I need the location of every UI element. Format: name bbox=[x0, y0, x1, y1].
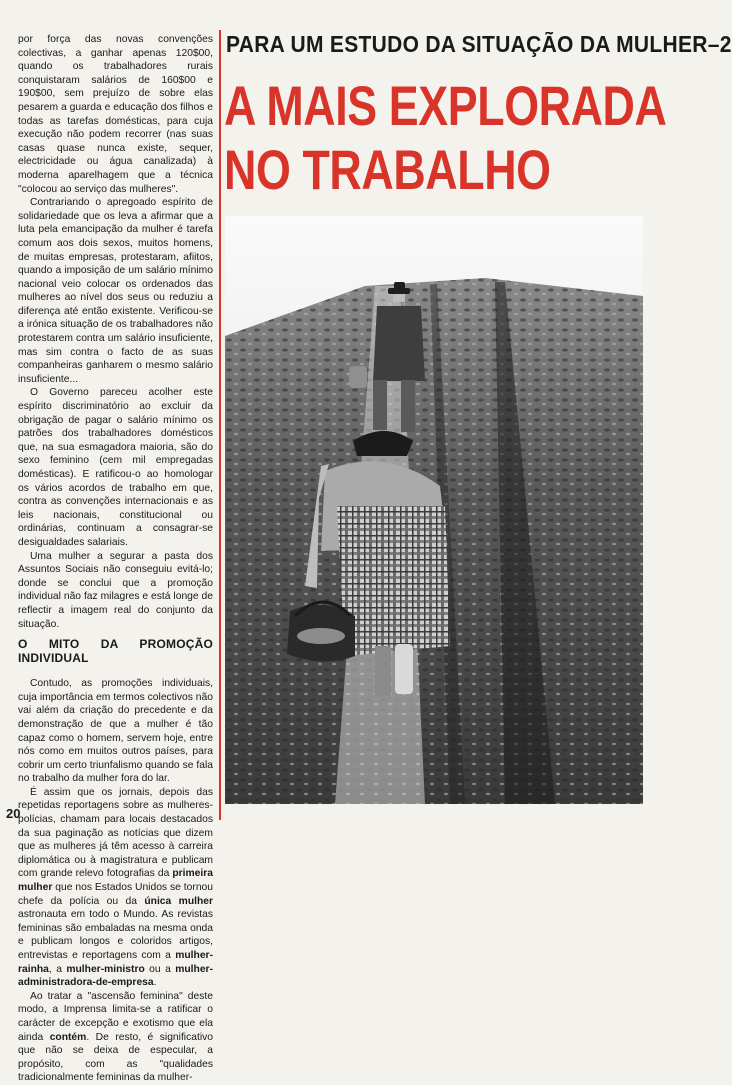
field-work-photo bbox=[225, 216, 643, 804]
headline-line-2: NO TRABALHO bbox=[224, 138, 551, 201]
text-run: que nos Estados Unidos se tornou chefe da polícia ou da bbox=[18, 882, 213, 907]
photo-illustration bbox=[225, 216, 643, 804]
text-run: , a bbox=[48, 963, 67, 975]
article-column bbox=[18, 33, 213, 1085]
paragraph bbox=[18, 786, 213, 990]
bold-phrase: única mulher bbox=[144, 895, 213, 907]
paragraph: Contudo, as promoções individuais, cuja importância em termos colectivos não vai além da criação do precedente e da demonstração de que a mulher é tão capaz como o homem, servem hoje, entre nós como em muitos outros países, para cobrir um certo triunfalismo quando se fala no trabalho da mulher fora do lar. bbox=[18, 678, 213, 785]
bold-phrase: primeira mulher bbox=[18, 868, 213, 894]
red-divider-rule bbox=[219, 30, 221, 820]
headline bbox=[224, 74, 667, 202]
page-number: 20 bbox=[6, 806, 21, 821]
text-run: Ao tratar a "ascensão feminina" deste modo, a Imprensa limita-se a ratificar o carácter de excepção e exotismo que ela ainda bbox=[18, 990, 213, 1043]
paragraph bbox=[18, 990, 213, 1085]
text-run: . De resto, é significativo que não se deixa de especular, a propósito, com as "qualidades tradicionalmente femininas da mulher- bbox=[18, 1031, 213, 1084]
bold-phrase: mulher-administradora-de-empresa bbox=[18, 963, 213, 989]
paragraph: O Governo pareceu acolher este espírito discriminatório ao excluir da obrigação de pagar o salário mínimo os patrões dos trabalhadores domésticos que, na sua esmagadora maioria, são do sexo feminino (cem mil empregadas domésticas). E ratificou-o ao homologar os vários acordos de trabalho em que, contra as convenções internacionais e as leis nacionais, constitucional ou ordinárias, continuam a consagrar-se desigualdades salariais. bbox=[18, 387, 213, 548]
text-run: . bbox=[153, 977, 157, 989]
kicker-title: PARA UM ESTUDO DA SITUAÇÃO DA MULHER–2 bbox=[226, 32, 732, 58]
text-run: ou a bbox=[144, 963, 176, 975]
section-subhead: O MITO DA PROMOÇÃO INDIVIDUAL bbox=[18, 637, 213, 666]
text-run: É assim que os jornais, depois das repetidas reportagens sobre as mulheres-polícias, chamam para locais destacados da sua paginação as notícias que dizem que as mulheres já têm acesso à carreira diplomática ou à magistratura e publicam com grande relevo fotografias da bbox=[18, 786, 213, 880]
paragraph: Contrariando o apregoado espírito de solidariedade que os leva a afirmar que a luta pela emancipação da mulher é tarefa comum aos dois sexos, muitos homens, de muitas empresas, protestaram, afiitos, quando a imposição de um salário mínimo nacional veio colocar os ordenados das mulheres ao nível dos seus ou reduziu a diferença até então existente. Verificou-se a irónica situação de os trabalhadores não protestarem contra um salário insuficiente, mas sim contra o facto de as suas companheiras ganharem o mesmo salário insuficiente... bbox=[18, 197, 213, 385]
bold-phrase: contém bbox=[49, 1031, 87, 1043]
paragraph: Uma mulher a segurar a pasta dos Assuntos Sociais não conseguiu evitá-lo; donde se conclui que a promoção individual não faz milagres e está longe de reflectir a imagem real do conjunto da situação. bbox=[18, 550, 213, 630]
headline-line-1: A MAIS EXPLORADA bbox=[224, 74, 667, 137]
bold-phrase: mulher-rainha bbox=[18, 950, 213, 975]
text-run: astronauta em todo o Mundo. As revistas femininas são embaladas na mesma onda e publicam longos e coloridos artigos, entrevistas e reportagens com a bbox=[18, 909, 213, 961]
paragraph: por força das novas convenções colectivas, a ganhar apenas 120$00, quando os trabalhadores rurais conquistaram salários de 160$00 e 190$00, sem prejuízo de sobre elas pesarem a guarda e educação dos filhos e todas as tarefas domésticas, para cuja execução não podem recorrer (nas suas casas quase nunca existe, sequer, electricidade ou água canalizada) à moderna aparelhagem que a técnica "colocou ao serviço das mulheres". bbox=[18, 34, 213, 195]
bold-phrase: mulher-ministro bbox=[66, 963, 145, 975]
